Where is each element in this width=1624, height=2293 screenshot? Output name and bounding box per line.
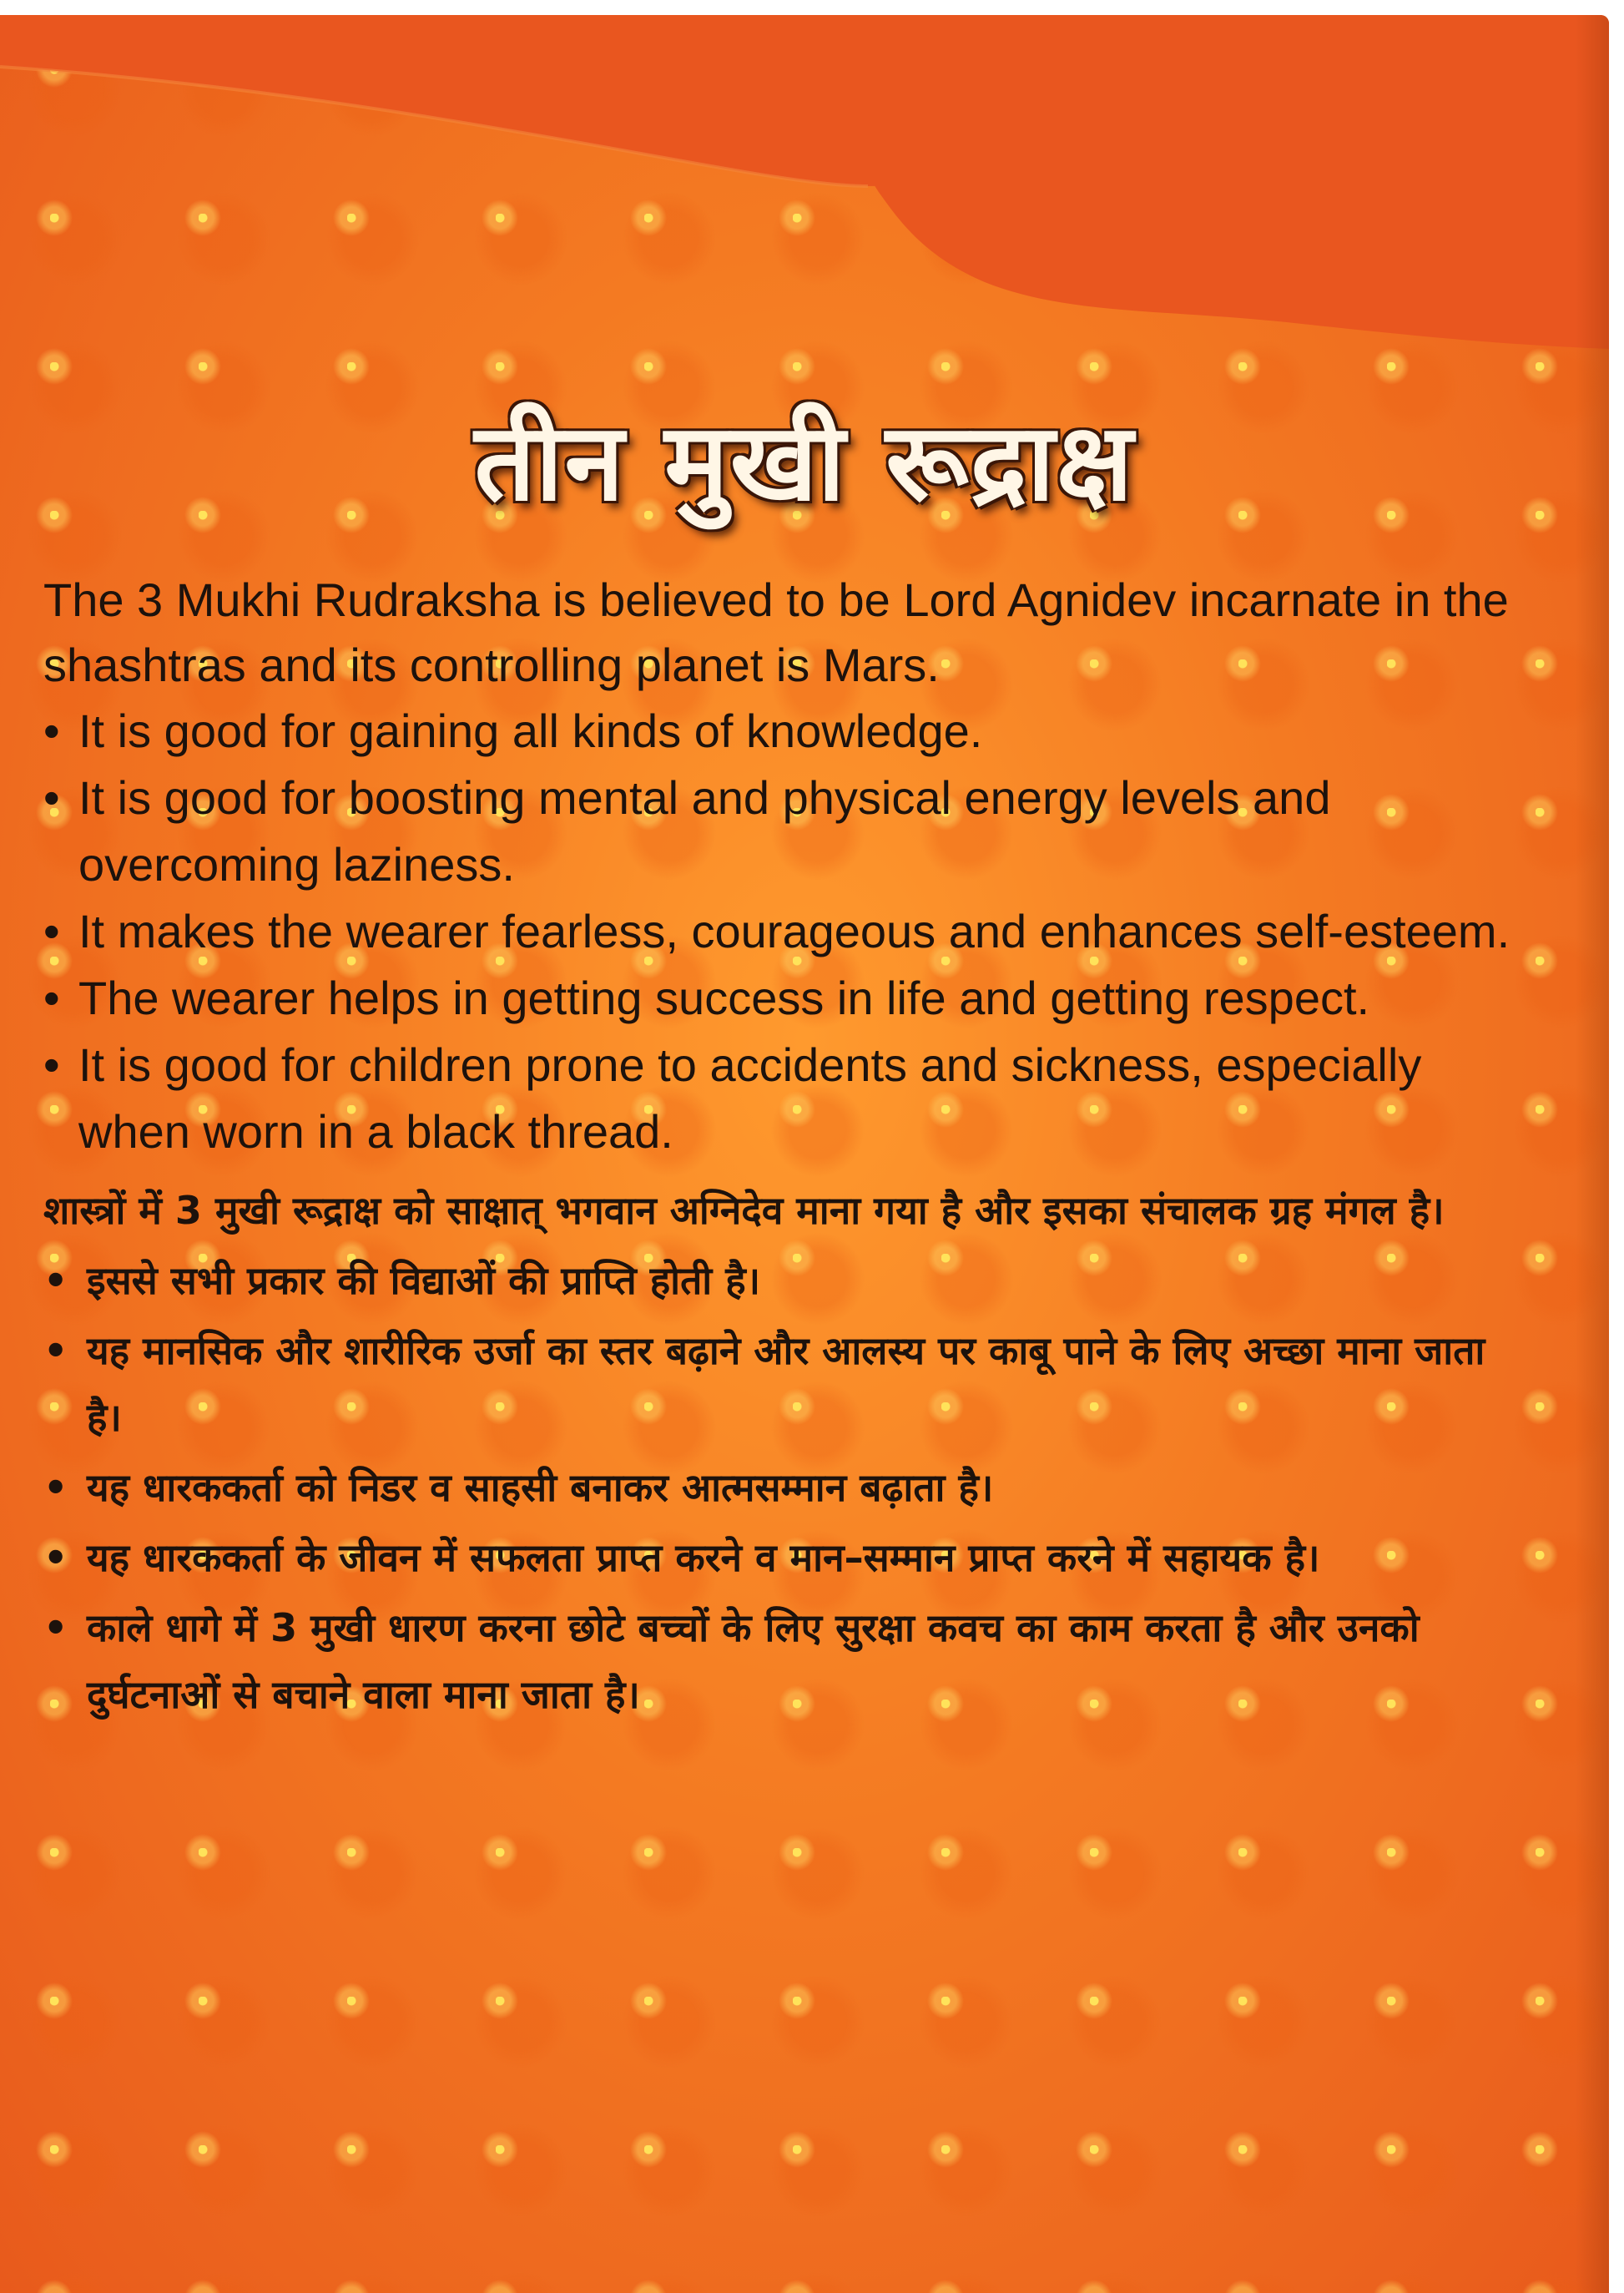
list-item: • काले धागे में 3 मुखी धारण करना छोटे बच्चों के लिए सुरक्षा कवच का काम करता है और उनको दुर्घटनाओं से बचाने वाला माना जाता है। [43, 1594, 1512, 1728]
list-item: • It makes the wearer fearless, courageous and enhances self-esteem. [43, 898, 1512, 965]
list-item: • यह मानसिक और शारीरिक उर्जा का स्तर बढ़ाने और आलस्य पर काबू पाने के लिए अच्छा माना जाता है। [43, 1317, 1512, 1451]
list-item: • The wearer helps in getting success in life and getting respect. [43, 965, 1512, 1032]
list-item: • It is good for boosting mental and physical energy levels and overcoming laziness. [43, 765, 1512, 898]
hindi-benefits-list [43, 1247, 1512, 1728]
page-title: तीन मुखी रूद्राक्ष [474, 401, 1135, 525]
hindi-intro-paragraph: शास्त्रों में 3 मुखी रूद्राक्ष को साक्षात् भगवान अग्निदेव माना गया है और इसका संचालक ग्रह मंगल है। [43, 1188, 1445, 1233]
top-wave-band [0, 15, 1609, 366]
list-item: • यह धारककर्ता को निडर व साहसी बनाकर आत्मसम्मान बढ़ाता है। [43, 1454, 1512, 1521]
description-text-block [43, 568, 1512, 1728]
package-card [0, 15, 1609, 2293]
list-item: • इससे सभी प्रकार की विद्याओं की प्राप्ति होती है। [43, 1247, 1512, 1314]
english-intro-paragraph: The 3 Mukhi Rudraksha is believed to be Lord Agnidev incarnate in the shashtras and its controlling planet is Mars. [43, 573, 1509, 691]
list-item: • It is good for children prone to accidents and sickness, especially when worn in a black thread. [43, 1032, 1512, 1165]
card-edge-shadow [1576, 15, 1609, 2293]
list-item: • यह धारककर्ता के जीवन में सफलता प्राप्त करने व मान–सम्मान प्राप्त करने में सहायक है। [43, 1524, 1512, 1591]
list-item: • It is good for gaining all kinds of knowledge. [43, 698, 1512, 765]
english-benefits-list [43, 698, 1512, 1165]
